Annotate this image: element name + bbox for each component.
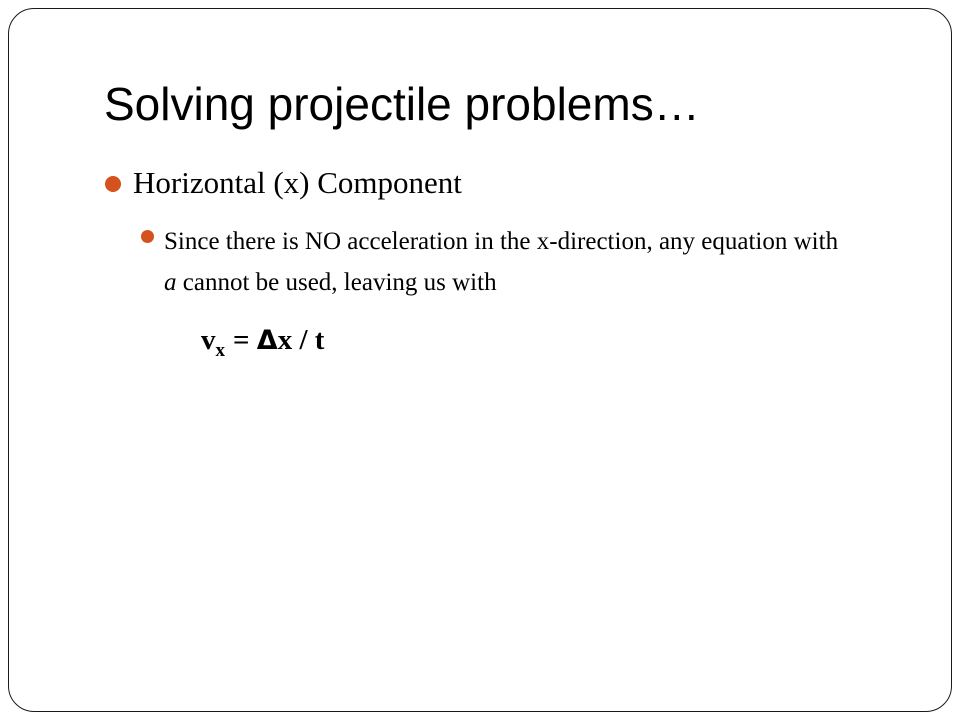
acceleration-symbol: a (164, 269, 177, 296)
formula-velocity-symbol: v (201, 324, 216, 356)
formula-equals: = (233, 324, 250, 356)
velocity-formula (201, 320, 324, 364)
sub-bullet-text-part-2: cannot be used, leaving us with (176, 269, 497, 296)
sub-bullet-text (164, 221, 844, 303)
formula-rhs: x / t (277, 324, 325, 356)
slide-title: Solving projectile problems… (104, 78, 700, 130)
bullet-label: Horizontal (x) Component (133, 165, 462, 200)
formula-delta-symbol: Δ (256, 325, 278, 356)
sub-bullet-text-part-1: Since there is NO acceleration in the x-direction, any equation with (164, 228, 839, 255)
bullet-dot-icon (105, 176, 121, 192)
formula-subscript: x (215, 340, 225, 361)
sub-bullet-dot-icon (141, 230, 154, 243)
